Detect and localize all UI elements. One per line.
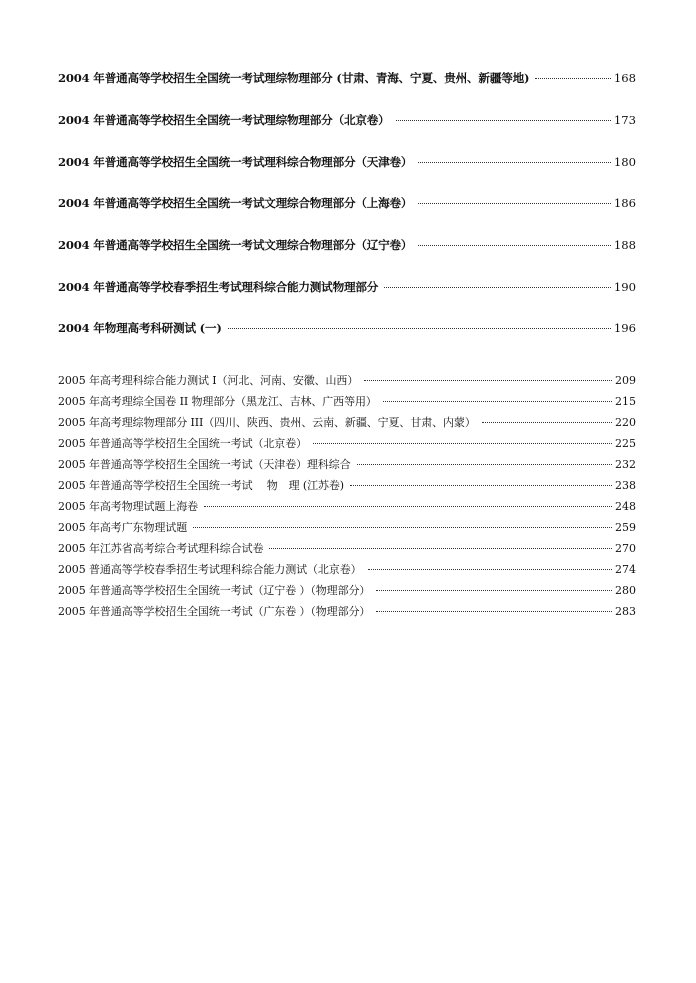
dot-leader [193, 527, 612, 528]
toc-entry[interactable] [58, 112, 636, 128]
toc-entry-title: 2004 年普通高等学校招生全国统一考试理综物理部分 (甘肃、青海、宁夏、贵州、新疆等地) [58, 71, 530, 85]
dot-leader [482, 422, 612, 423]
toc-entry-title: 2004 年普通高等学校春季招生考试理科综合能力测试物理部分 [58, 280, 379, 294]
toc-entry[interactable] [58, 540, 636, 556]
toc-entry-page: 283 [615, 605, 636, 618]
dot-leader [228, 328, 611, 329]
toc-entry-page: 186 [613, 196, 636, 210]
toc-entry-page: 274 [615, 563, 636, 576]
toc-entry-title: 2005 年高考理科综合能力测试 I（河北、河南、安徽、山西） [58, 374, 359, 387]
dot-leader [396, 120, 611, 121]
dot-leader [376, 590, 612, 591]
dot-leader [383, 401, 612, 402]
dot-leader [269, 548, 612, 549]
toc-entry-page: 238 [615, 479, 636, 492]
toc-entry-page: 215 [615, 395, 636, 408]
toc-entry[interactable] [58, 279, 636, 295]
toc-entry-page: 270 [615, 542, 636, 555]
dot-leader [384, 287, 611, 288]
toc-entry-title: 2004 年物理高考科研测试 (一) [58, 321, 222, 335]
toc-entry-page: 220 [615, 416, 636, 429]
toc-entry-page: 180 [613, 155, 636, 169]
toc-entry[interactable] [58, 195, 636, 211]
dot-leader [364, 380, 612, 381]
dot-leader [313, 443, 612, 444]
toc-entry[interactable] [58, 603, 636, 619]
toc-entry[interactable] [58, 435, 636, 451]
toc-entry[interactable] [58, 582, 636, 598]
dot-leader [376, 611, 612, 612]
toc-entry[interactable] [58, 154, 636, 170]
toc-entry-title: 2005 年江苏省高考综合考试理科综合试卷 [58, 542, 264, 555]
toc-entry-page: 190 [613, 280, 636, 294]
toc-entry[interactable] [58, 372, 636, 388]
toc-entry[interactable] [58, 519, 636, 535]
toc-entry-title: 2005 年普通高等学校招生全国统一考试（辽宁卷 ）（物理部分） [58, 584, 371, 597]
toc-entry[interactable] [58, 498, 636, 514]
dot-leader [418, 245, 611, 246]
toc-entry[interactable] [58, 393, 636, 409]
toc-entry-title: 2005 年普通高等学校招生全国统一考试（天津卷）理科综合 [58, 458, 351, 471]
dot-leader [204, 506, 612, 507]
dot-leader [418, 162, 611, 163]
toc-entry-title: 2005 年普通高等学校招生全国统一考试 物 理 (江苏卷) [58, 479, 344, 492]
toc-entry-title: 2005 普通高等学校春季招生考试理科综合能力测试（北京卷） [58, 563, 362, 576]
dot-leader [368, 569, 613, 570]
toc-entry[interactable] [58, 320, 636, 336]
toc-entry-title: 2005 年高考理综全国卷 II 物理部分（黑龙江、吉林、广西等用） [58, 395, 377, 408]
dot-leader [350, 485, 612, 486]
toc-entry-page: 259 [615, 521, 636, 534]
toc-entry[interactable] [58, 414, 636, 430]
toc-entry-title: 2005 年普通高等学校招生全国统一考试（广东卷 ）（物理部分） [58, 605, 371, 618]
toc-entry[interactable] [58, 237, 636, 253]
toc-entry[interactable] [58, 70, 636, 86]
toc-entry-page: 188 [613, 238, 636, 252]
toc-entry-page: 232 [615, 458, 636, 471]
toc-entry-title: 2005 年高考广东物理试题 [58, 521, 188, 534]
toc-entry-page: 248 [615, 500, 636, 513]
dot-leader [357, 464, 612, 465]
toc-entry[interactable] [58, 456, 636, 472]
toc-entry-title: 2005 年高考理综物理部分 III（四川、陕西、贵州、云南、新疆、宁夏、甘肃、内蒙） [58, 416, 476, 429]
toc-entry-title: 2005 年普通高等学校招生全国统一考试（北京卷） [58, 437, 307, 450]
toc-entry-page: 173 [613, 113, 636, 127]
dot-leader [535, 78, 611, 79]
toc-entry[interactable] [58, 477, 636, 493]
toc-entry-page: 280 [615, 584, 636, 597]
toc-entry[interactable] [58, 561, 636, 577]
toc-entry-title: 2004 年普通高等学校招生全国统一考试理综物理部分（北京卷） [58, 113, 390, 127]
toc-entry-page: 168 [613, 71, 636, 85]
toc-entry-title: 2004 年普通高等学校招生全国统一考试理科综合物理部分（天津卷） [58, 155, 413, 169]
toc-entry-page: 196 [613, 321, 636, 335]
toc-entry-page: 209 [615, 374, 636, 387]
dot-leader [418, 203, 611, 204]
toc-entry-page: 225 [615, 437, 636, 450]
toc-entry-title: 2005 年高考物理试题上海卷 [58, 500, 198, 513]
toc-entry-title: 2004 年普通高等学校招生全国统一考试文理综合物理部分（辽宁卷） [58, 238, 413, 252]
toc-entry-title: 2004 年普通高等学校招生全国统一考试文理综合物理部分（上海卷） [58, 196, 413, 210]
